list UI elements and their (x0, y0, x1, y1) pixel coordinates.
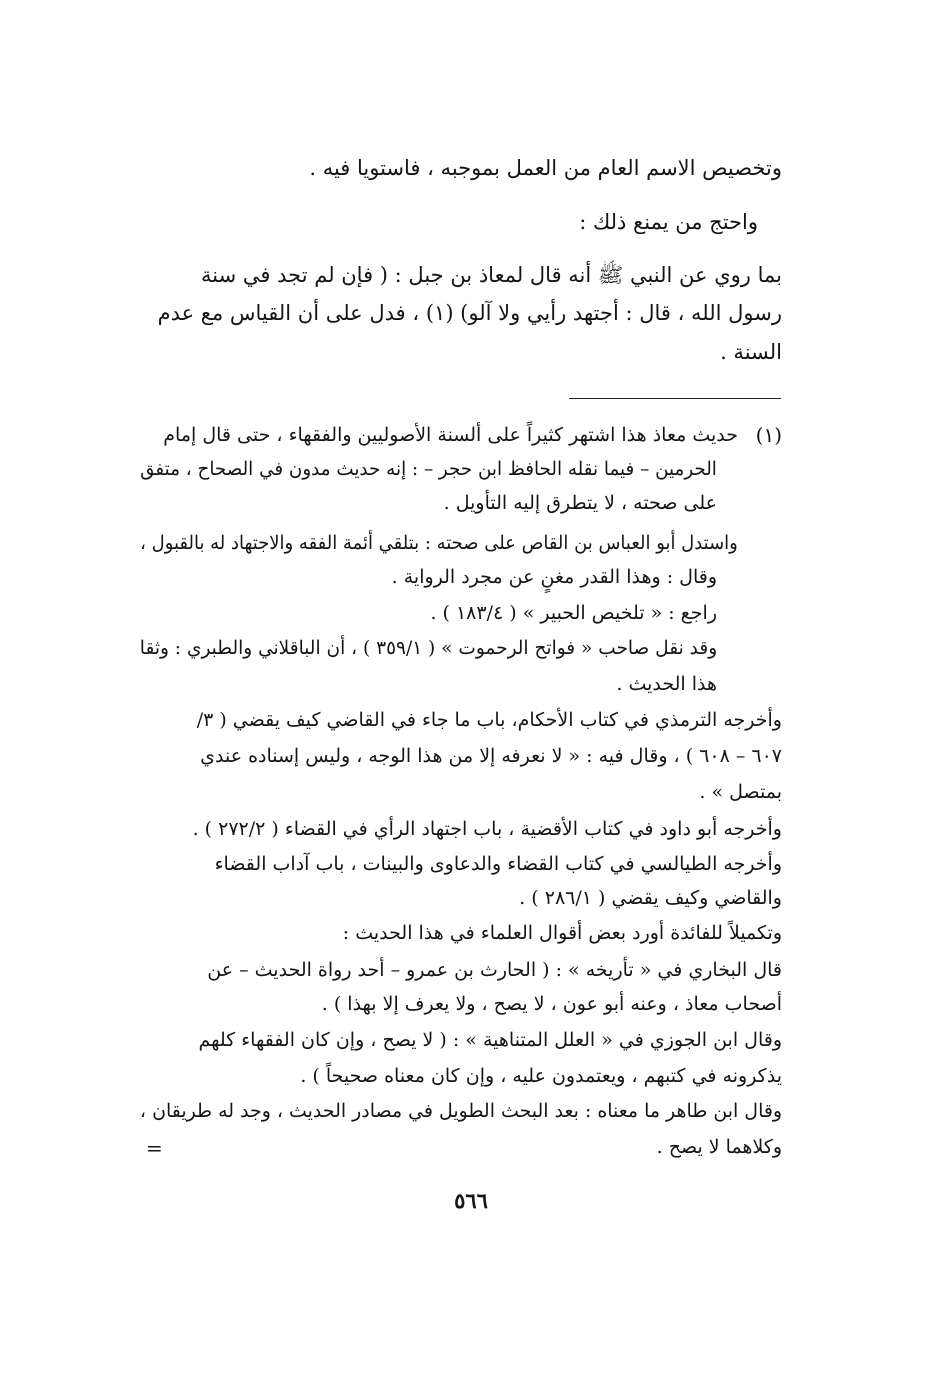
footnote-line: وتكميلاً للفائدة أورد بعض أقوال العلماء في هذا الحديث : (342, 922, 782, 944)
main-line: رسول الله ، قال : أجتهد رأيي ولا آلو) (١) ، فدل على أن القياس مع عدم (157, 301, 782, 325)
footnote-separator (569, 398, 781, 399)
footnote-line: يذكرونه في كتبهم ، ويعتمدون عليه ، وإن كان معناه صحيحاً ) . (300, 1065, 782, 1087)
footnote-line: وأخرجه أبو داود في كتاب الأقضية ، باب اجتهاد الرأي في القضاء ( ٢٧٢/٢ ) . (192, 818, 782, 840)
footnote-line: والقاضي وكيف يقضي ( ٢٨٦/١ ) . (519, 887, 782, 909)
main-line: واحتج من يمنع ذلك : (579, 210, 758, 234)
main-line: وتخصيص الاسم العام من العمل بموجبه ، فاستويا فيه . (309, 156, 782, 180)
main-line: السنة . (720, 340, 782, 364)
footnote-line: بمتصل » . (699, 781, 782, 803)
footnote-line: راجع : « تلخيص الحبير » ( ١٨٣/٤ ) . (430, 602, 717, 624)
footnote-line: أصحاب معاذ ، وعنه أبو عون ، لا يصح ، ولا يعرف إلا بهذا ) . (321, 993, 782, 1015)
footnote-line: ٦٠٧ – ٦٠٨ ) ، وقال فيه : « لا نعرفه إلا من هذا الوجه ، وليس إسناده عندي (200, 745, 782, 767)
footnote-line: وقال : وهذا القدر مغنٍ عن مجرد الرواية . (391, 566, 717, 588)
footnote-line: وقد نقل صاحب « فواتح الرحموت » ( ٣٥٩/١ ) ، أن الباقلاني والطبري : وثقا (139, 637, 717, 659)
footnote-line: على صحته ، لا يتطرق إليه التأويل . (443, 492, 717, 514)
main-line: بما روي عن النبي ﷺ أنه قال لمعاذ بن جبل : ( فإن لم تجد في سنة (201, 263, 782, 287)
footnote-line: وقال ابن الجوزي في « العلل المتناهية » : ( لا يصح ، وإن كان الفقهاء كلهم (198, 1029, 782, 1051)
footnote-line: واستدل أبو العباس بن القاص على صحته : بتلقي أئمة الفقه والاجتهاد له بالقبول ، (140, 532, 738, 554)
footnote-number: (١) (755, 423, 782, 447)
footnote-line: هذا الحديث . (616, 673, 717, 695)
footnote-line: وأخرجه الترمذي في كتاب الأحكام، باب ما جاء في القاضي كيف يقضي ( ٣/ (196, 709, 782, 731)
footnote-line: قال البخاري في « تأريخه » : ( الحارث بن عمرو – أحد رواة الحديث – عن (207, 959, 782, 981)
footnote-line: حديث معاذ هذا اشتهر كثيراً على ألسنة الأصوليين والفقهاء ، حتى قال إمام (163, 424, 738, 446)
footnote-line: وكلاهما لا يصح . (656, 1136, 782, 1158)
footnote-line: وأخرجه الطيالسي في كتاب القضاء والدعاوى والبينات ، باب آداب القضاء (214, 853, 782, 875)
continuation-mark: = (146, 1136, 163, 1160)
footnote-line: الحرمين – فيما نقله الحافظ ابن حجر – : إنه حديث مدون في الصحاح ، متفق (140, 458, 717, 480)
footnote-line: وقال ابن طاهر ما معناه : بعد البحث الطويل في مصادر الحديث ، وجد له طريقان ، (139, 1100, 782, 1122)
page-number: ٥٦٦ (454, 1188, 488, 1213)
